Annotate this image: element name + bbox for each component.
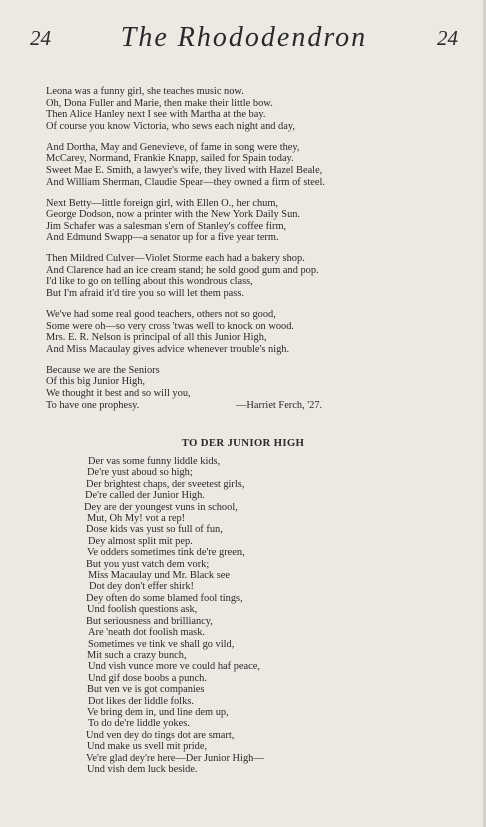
- junior-high-poem: [0, 456, 486, 775]
- prophecy-poem: [46, 86, 426, 421]
- poem-line: Dot dey don't effer shirk!: [89, 581, 194, 593]
- page-header: [30, 18, 458, 58]
- poem-line: Because we are the Seniors: [46, 364, 160, 376]
- poem-line: Der brightest chaps, der sveetest girls,: [86, 478, 245, 490]
- poem-line: Sweet Mae E. Smith, a lawyer's wife, they lived with Hazel Beale,: [46, 164, 323, 176]
- stanza: [46, 365, 426, 411]
- poem-line: Dey are der youngest vuns in school,: [84, 501, 238, 513]
- poem-line: Leona was a funny girl, she teaches music now.: [46, 86, 244, 97]
- poem-line: Dose kids vas yust so full of fun,: [86, 524, 223, 536]
- stanza: [46, 86, 426, 132]
- poem-line: Oh, Dona Fuller and Marie, then make their little bow.: [46, 97, 273, 109]
- poem-line: But you yust vatch dem vork;: [86, 558, 210, 570]
- stanza: [46, 309, 426, 355]
- poem-line: [46, 400, 426, 412]
- author-signature: —Harriet Ferch, '27.: [236, 399, 323, 411]
- page-number-left: 24: [30, 25, 51, 50]
- poem-line: Of this big Junior High,: [46, 376, 146, 388]
- poem-line: Ve bring dem in, und line dem up,: [87, 706, 229, 718]
- poem-line: Jim Schafer was a salesman s'ern of Stanley's coffee firm,: [46, 220, 287, 232]
- poem-line: De're called der Junior High.: [85, 490, 205, 502]
- poem-line: Und ven dey do tings dot are smart,: [86, 729, 235, 741]
- poem-line: Of course you know Victoria, who sews each night and day,: [46, 120, 295, 132]
- poem-line: Der vas some funny liddle kids,: [88, 456, 221, 467]
- stanza: [46, 253, 426, 299]
- poem-line: And Edmund Swapp—a senator up for a five year term.: [46, 232, 279, 244]
- poem-line: We thought it best and so will you,: [46, 388, 191, 400]
- poem-line: But seriousness and brilliancy,: [86, 615, 213, 627]
- stanza: [46, 198, 426, 244]
- poem-line: And William Sherman, Claudie Spear—they owned a firm of steel.: [46, 176, 326, 188]
- poem-line: We've had some real good teachers, others not so good,: [46, 309, 276, 321]
- poem-line: But I'm afraid it'd tire you so will let them pass.: [46, 288, 244, 300]
- poem-line: Are 'neath dot foolish mask.: [88, 627, 206, 639]
- poem-title: TO DER JUNIOR HIGH: [181, 437, 305, 449]
- poem-line: Dot likes der liddle folks.: [88, 695, 194, 707]
- poem-line: Dey almost split mit pep.: [88, 535, 193, 547]
- poem-line: Und make us svell mit pride,: [87, 741, 208, 753]
- page-title: The Rhododendron: [120, 22, 368, 53]
- poem-line: Und foolish questions ask,: [87, 604, 198, 616]
- poem-line: Ve're glad dey're here—Der Junior High—: [86, 752, 264, 764]
- poem-line: Some were oh—so very cross 'twas well to knock on wood.: [46, 320, 295, 332]
- poem-line: George Dodson, now a printer with the New York Daily Sun.: [46, 209, 301, 221]
- poem-line: Mrs. E. R. Nelson is principal of all this Junior High,: [46, 332, 267, 344]
- poem-line: And Miss Macaulay gives advice whenever trouble's nigh.: [46, 343, 290, 355]
- poem-line: Mit such a crazy bunch,: [87, 649, 187, 661]
- poem-line: Und gif dose boobs a punch.: [88, 672, 207, 684]
- stanza: [46, 142, 426, 188]
- poem-line: Sometimes ve tink ve shall go vild,: [88, 638, 235, 650]
- poem-line: Und vish vunce more ve could haf peace,: [88, 661, 260, 673]
- poem-line: Und vish dem luck beside.: [87, 763, 198, 775]
- poem-line: Then Alice Hanley next I see with Martha at the bay.: [46, 109, 266, 121]
- poem-line: Dey often do some blamed fool tings,: [86, 592, 243, 604]
- page-number-right: 24: [437, 25, 458, 50]
- poem-line: To do de're liddle yokes.: [88, 718, 190, 730]
- poem-line: Miss Macaulay und Mr. Black see: [88, 570, 230, 582]
- poem-line: And Clarence had an ice cream stand; he sold good gum and pop.: [46, 264, 319, 276]
- poem-line: Next Betty—little foreign girl, with Ellen O., her chum,: [46, 197, 279, 209]
- poem-line: But ven ve is got companies: [87, 684, 205, 696]
- poem-line: And Dortha, May and Genevieve, of fame in song were they,: [46, 141, 300, 153]
- poem-line: McCarey, Normand, Frankie Knapp, sailed for Spain today.: [46, 153, 294, 165]
- poem-line: De're yust aboud so high;: [87, 467, 193, 479]
- poem-line: Mut, Oh My! vot a rep!: [87, 513, 186, 525]
- poem-line-text: To have one prophesy.: [46, 399, 140, 411]
- poem-line: I'd like to go on telling about this wondrous class,: [46, 276, 253, 288]
- poem-line: Then Mildred Culver—Violet Storme each had a bakery shop.: [46, 253, 305, 265]
- poem-line: Ve odders sometimes tink de're green,: [87, 547, 245, 559]
